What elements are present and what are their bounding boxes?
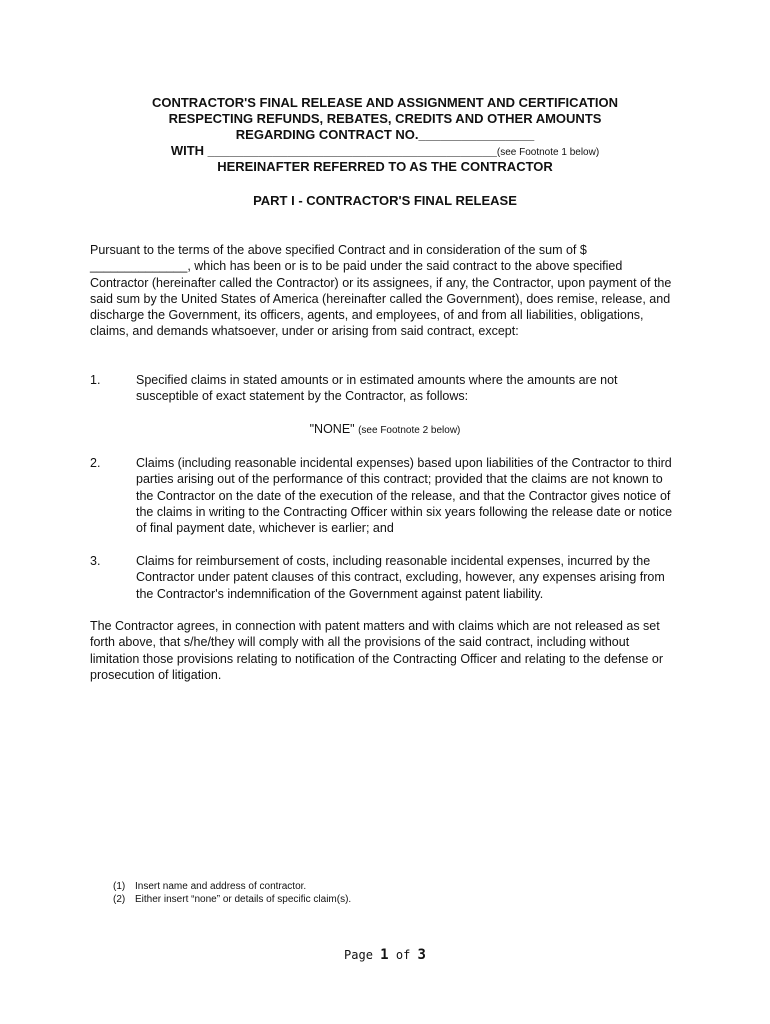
item-1-number: 1. [90,373,101,387]
header-line-3: REGARDING CONTRACT NO.________________ [235,127,535,142]
none-line [0,422,770,436]
header-line-5: HEREINAFTER REFERRED TO AS THE CONTRACTOR [217,159,553,174]
footnote-2-reference: (see Footnote 2 below) [358,425,461,436]
of-label: of [395,948,411,962]
part-title: PART I - CONTRACTOR'S FINAL RELEASE [253,193,517,208]
footnote-1-text: Insert name and address of contractor. [135,881,307,892]
item-1-text: Specified claims in stated amounts or in estimated amounts where the amounts are not susceptible of exact statement by the Contractor, as follows: [136,373,618,404]
header-line-1: CONTRACTOR'S FINAL RELEASE AND ASSIGNMENT AND CERTIFICATION [151,95,619,110]
footnote-2-number: (2) [113,894,126,905]
item-2-text: Claims (including reasonable incidental expenses) based upon liabilities of the Contractor to third parties arising out of the performance of this contract; provided that the claims are not known to the Contractor on the date of the execution of the release, and that the Contractor gives notice of the claims in writing to the Contracting Officer within six years following the release date or notice of final payment date, whichever is earlier; and [136,456,673,536]
header-line-2: RESPECTING REFUNDS, REBATES, CREDITS AND OTHER AMOUNTS [168,111,602,126]
item-3-text: Claims for reimbursement of costs, including reasonable incidental expenses, incurred by the Contractor under patent clauses of this contract, excluding, however, any expenses arising from the Contractor's indemnification of the Government against patent liability. [136,554,665,601]
page-label: Page [344,948,373,962]
closing-paragraph: The Contractor agrees, in connection with patent matters and with claims which are not released as set forth above, that s/he/they will comply with all the provisions of the said contract, including without limitation those provisions relating to notification of the Contracting Officer and relating to the defense or prosecution of litigation. [90,619,664,682]
item-2-number: 2. [90,456,101,470]
with-contractor-blank: WITH ________________________________________ [170,143,497,158]
footnote-1 [113,880,306,893]
page-footer [0,947,770,963]
total-pages-number: 3 [417,947,426,963]
item-3-number: 3. [90,554,101,568]
footnote-1-number: (1) [113,881,126,892]
intro-paragraph: Pursuant to the terms of the above specified Contract and in consideration of the sum of $ ______________, which has been or is to be paid under the said contract to the above specified Contractor (hereinafter called the Contractor) or its assignees, if any, the Contractor, upon payment of the said sum by the United States of America (hereinafter called the Government), does remise, release, and discharge the Government, its officers, agents, and employees, of and from all liabilities, obligations, claims, and demands whatsoever, under or arising from said contract, except: [90,243,672,339]
none-value: "NONE" [309,422,355,436]
current-page-number: 1 [380,947,389,963]
footnote-2-text: Either insert “none” or details of specific claim(s). [135,894,352,905]
footnote-2 [113,893,351,906]
footnote-1-reference: (see Footnote 1 below) [496,147,600,158]
